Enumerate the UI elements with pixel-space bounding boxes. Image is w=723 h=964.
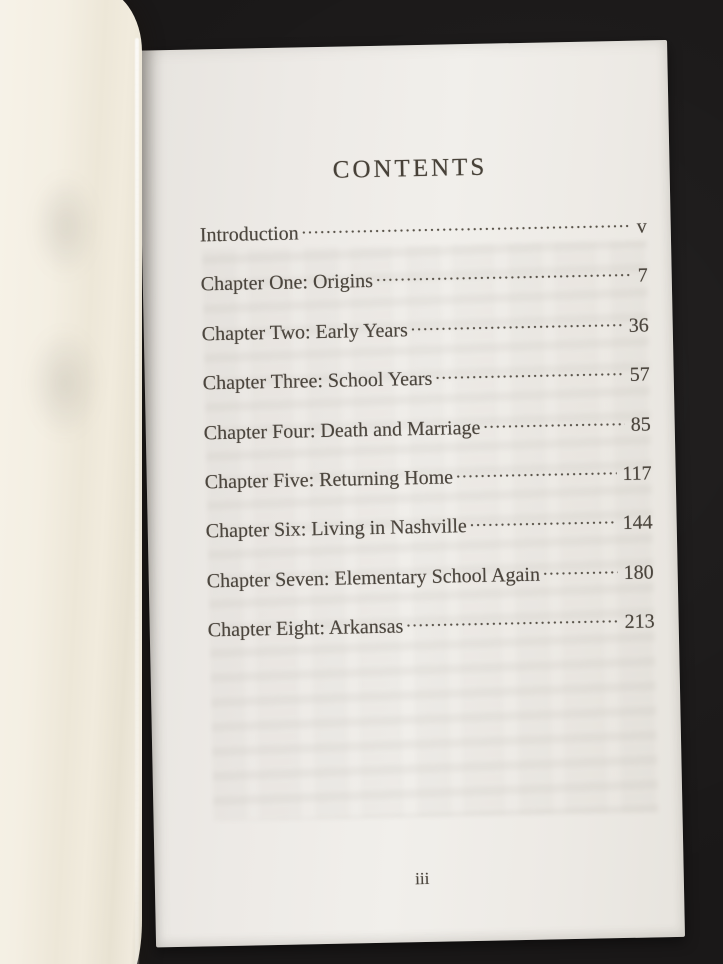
toc-entry — [207, 607, 655, 665]
toc-entry — [205, 459, 653, 517]
toc-entry-label: Chapter Eight: Arkansas — [207, 615, 404, 642]
dot-leader — [410, 312, 622, 336]
toc-entry-page-number: v — [636, 215, 647, 238]
page-number-folio: iii — [414, 868, 430, 889]
toc-entry — [204, 410, 652, 468]
toc-entry-label: Chapter Five: Returning Home — [204, 466, 454, 494]
toc-entry-page-number: 57 — [629, 363, 650, 386]
dot-leader — [301, 213, 630, 240]
dot-leader — [435, 361, 624, 385]
toc-entry-label: Chapter One: Origins — [200, 270, 374, 296]
toc-entry-label: Chapter Three: School Years — [202, 367, 433, 395]
page-title: CONTENTS — [332, 153, 488, 184]
toc-entry-page-number: 36 — [628, 314, 649, 337]
dot-leader — [470, 509, 617, 532]
dot-leader — [406, 608, 619, 632]
toc-entry-label: Introduction — [199, 222, 299, 247]
dot-leader — [376, 262, 632, 287]
toc-entry-label: Chapter Six: Living in Nashville — [205, 515, 468, 543]
toc-entry-page-number: 7 — [637, 264, 648, 288]
toc-entry-label: Chapter Two: Early Years — [201, 319, 408, 346]
toc-entry-page-number: 180 — [623, 561, 654, 584]
toc-entry-page-number: 144 — [622, 511, 653, 535]
toc-entry-page-number: 117 — [622, 462, 652, 485]
toc-entry — [206, 558, 654, 616]
toc-entry — [202, 311, 650, 369]
toc-entry-label: Chapter Four: Death and Marriage — [203, 416, 481, 444]
toc-entry — [200, 212, 648, 270]
toc-entry-label: Chapter Seven: Elementary School Again — [206, 563, 541, 593]
curl-bleed-mark — [22, 156, 108, 296]
toc-entry-page-number: 213 — [624, 610, 655, 634]
curl-bleed-mark — [16, 308, 112, 458]
table-of-contents — [200, 212, 656, 665]
dot-leader — [483, 410, 625, 433]
toc-entry — [205, 509, 653, 567]
toc-entry — [203, 361, 651, 419]
dot-leader — [543, 559, 618, 580]
dot-leader — [456, 460, 617, 483]
turned-page-curl — [0, 0, 142, 964]
toc-entry — [201, 262, 649, 320]
contents-page — [138, 40, 685, 947]
toc-entry-page-number: 85 — [630, 412, 651, 436]
